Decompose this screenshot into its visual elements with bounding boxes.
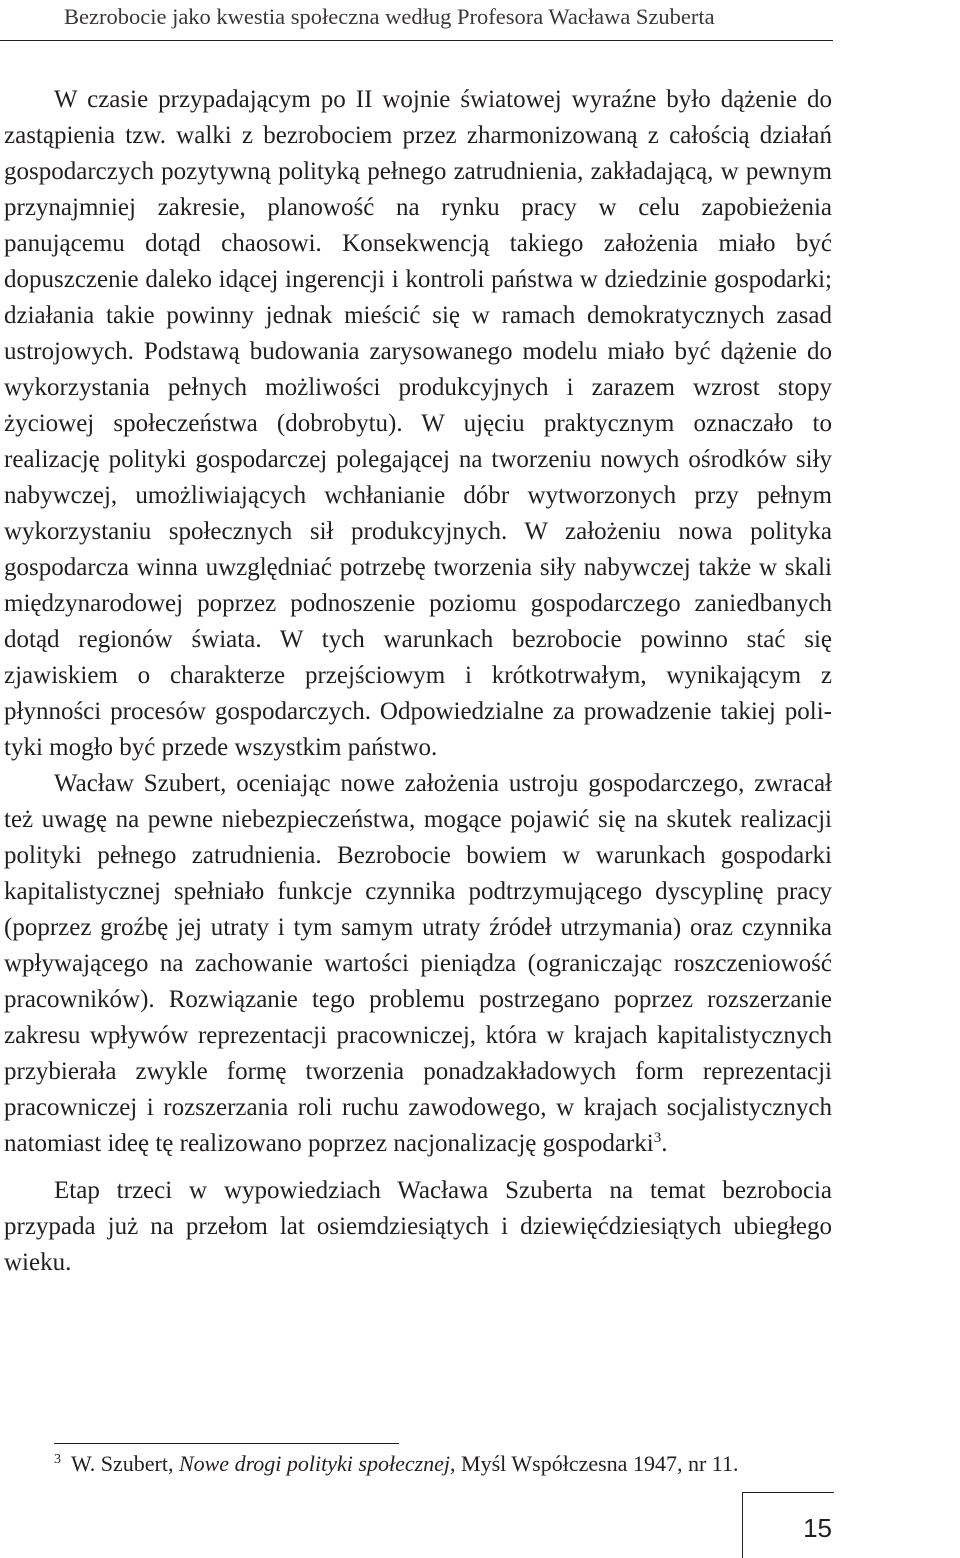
footnote-number: 3	[54, 1452, 61, 1467]
footnote-reference[interactable]: 3	[653, 1130, 662, 1146]
paragraph-3: Etap trzeci w wypowiedziach Wacława Szuberta na temat bezrobocia przypada już na przełom lat osiemdziesiątych i dziewięćdziesiątych ubiegłego wieku.	[4, 1177, 832, 1276]
footnote-author: W. Szubert,	[71, 1451, 174, 1476]
paragraph-2-end: .	[661, 1130, 668, 1157]
main-text	[4, 82, 832, 1281]
footer-horizontal-rule	[742, 1492, 834, 1493]
paragraph-1: W czasie przypadającym po II wojnie światowej wyraźne było dążenie do zastąpienia tzw. walki z bezrobociem przez zharmonizowaną z całością działań gospodarczych pozytywną polityką pełnego zatrudnienia, zakładającą, w pewnym przynajmniej zakresie, planowość na rynku pracy w celu zapobieżenia panującemu dotąd chaosowi. Konsekwencją takiego założenia miało być dopuszczenie daleko idącej ingerencji i kontroli państwa w dziedzinie gospodarki; działania takie powinny jednak mieścić się w ramach demokratycznych zasad ustrojowych. Podstawą budowania zarysowanego modelu miało być dążenie do wykorzystania pełnych możliwości produkcyjnych i zarazem wzrost stopy życiowej społeczeństwa (dobrobytu). W ujęciu praktycznym oznaczało to realizację polityki gospodarczej polegającej na tworzeniu nowych ośrodków siły nabywczej, umożliwiających wchłanianie dóbr wytworzonych przy pełnym wykorzystaniu społecznych sił produkcyjnych. W założeniu nowa polityka gospodarcza winna uwzględniać potrzebę tworzenia siły nabywczej także w skali międzynarodowej poprzez podnoszenie poziomu gospodarczego zaniedbanych dotąd regionów świata. W tych warunkach bezrobocie powinno stać się zjawiskiem o charakterze przejściowym i krótkotrwałym, wynikającym z płynności procesów gospodarczych. Odpowiedzialne za prowadzenie takiej polityki mogło być przede wszystkim państwo.	[4, 86, 832, 761]
footnote-details: , Myśl Współczesna 1947, nr 11.	[450, 1451, 739, 1476]
header-divider	[0, 40, 833, 41]
footer-vertical-rule	[742, 1492, 743, 1558]
footnote	[54, 1449, 834, 1479]
paragraph-2	[4, 766, 832, 1162]
footnote-title: Nowe drogi polityki społecznej	[178, 1451, 451, 1476]
paragraph-2-text: Wacław Szubert, oceniając nowe założenia ustroju gospodarczego, zwracał też uwagę na pewne niebezpieczeństwa, mogące pojawić się na skutek realizacji polityki pełnego zatrudnienia. Bezrobocie bowiem w warunkach gospodarki kapitalistycznej spełniało funkcje czynnika podtrzymującego dyscyplinę pracy (poprzez groźbę jej utraty i tym samym utraty źródeł utrzymania) oraz czynnika wpływającego na zachowanie wartości pieniądza (ograniczając roszczeniowość pracowników). Rozwiązanie tego problemu postrzegano poprzez rozszerzanie zakresu wpływów reprezentacji pracowniczej, która w krajach kapitalistycznych przybierała zwykle formę tworzenia ponadzakładowych form reprezentacji pracowniczej i rozszerzania roli ruchu zawodowego, w krajach socjalistycznych natomiast ideę tę realizowano poprzez nacjonalizację gospodarki	[4, 770, 832, 1157]
running-header: Bezrobocie jako kwestia społeczna według Profesora Wacława Szuberta	[64, 4, 715, 29]
footnote-divider	[54, 1443, 399, 1444]
page-number: 15	[803, 1513, 832, 1543]
